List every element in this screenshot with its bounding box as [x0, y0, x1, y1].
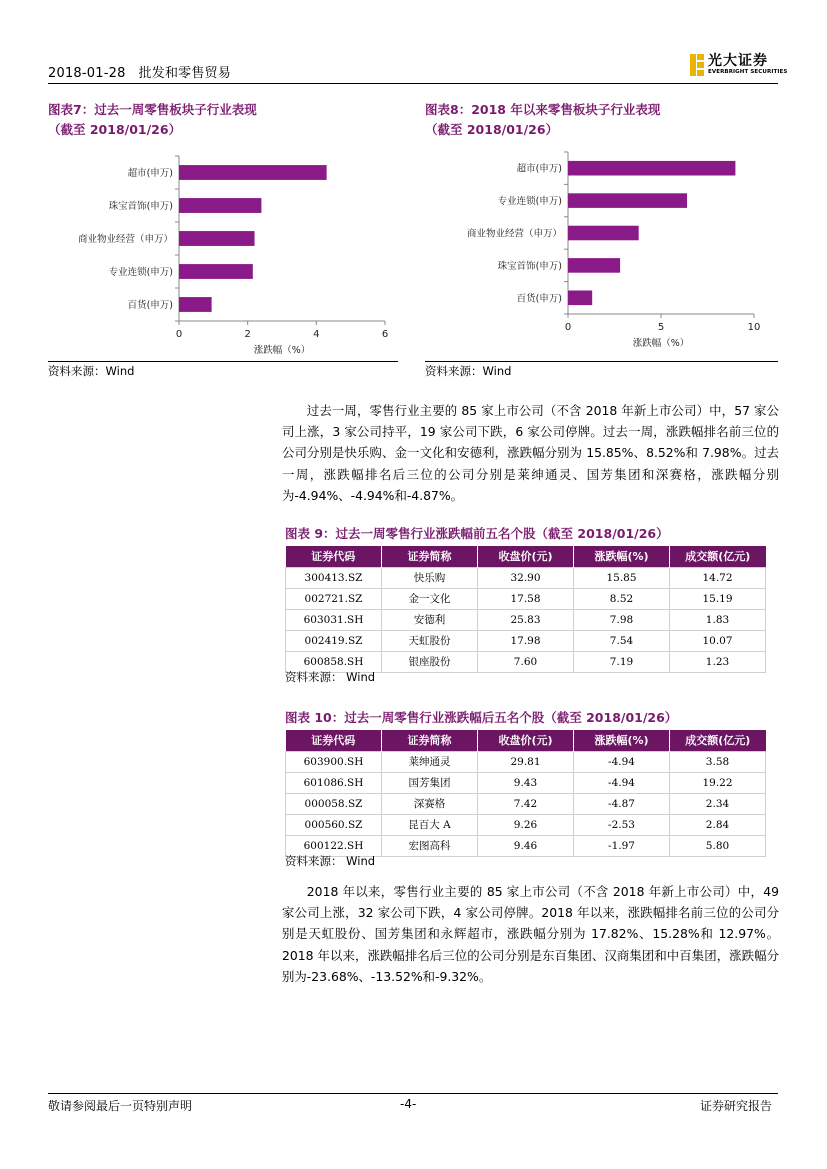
x-axis-label: 涨跌幅（%） [253, 345, 311, 356]
cell-name: 银座股份 [382, 651, 478, 672]
table-header-row [286, 730, 766, 751]
cell-change: -1.97 [574, 835, 670, 856]
table9-title: 图表 9：过去一周零售行业涨跌幅前五名个股（截至 2018/01/26） [285, 526, 669, 541]
x-tick-label: 5 [657, 322, 665, 333]
y-tick-label: 超市(申万) [516, 163, 562, 175]
cell-turnover: 2.84 [670, 814, 766, 835]
cell-change: 7.19 [574, 651, 670, 672]
paragraph-weekly-text: 过去一周，零售行业主要的 85 家上市公司（不含 2018 年新上市公司）中，57 家公司上涨，3 家公司持平，19 家公司下跌，6 家公司停牌。过去一周，涨跌幅排名前三位的公司分别是快乐购、金一文化和安德利，涨跌幅分别为 15.85%、8.52%和 7.98%。过去一周，涨跌幅排名后三位的公司分别是莱绅通灵、国芳集团和深赛格，涨跌幅分别为-4.94%、-4.94%和-4.87%。 [282, 403, 779, 503]
table9-source: 资料来源： Wind [285, 670, 376, 684]
col-header-name: 证券简称 [382, 546, 478, 567]
table-row [286, 793, 766, 814]
fig7-source: 资料来源：Wind [48, 364, 135, 378]
cell-turnover: 14.72 [670, 567, 766, 588]
table-row [286, 609, 766, 630]
table-header-row [286, 546, 766, 567]
col-header-turnover: 成交额(亿元) [670, 730, 766, 751]
col-header-code: 证券代码 [286, 546, 382, 567]
bar [179, 198, 261, 213]
x-tick-label: 6 [381, 329, 389, 340]
cell-change: -2.53 [574, 814, 670, 835]
x-tick-label: 0 [564, 322, 572, 333]
y-tick-label: 珠宝首饰(申万) [108, 201, 173, 212]
cell-turnover: 1.83 [670, 609, 766, 630]
fig8-source-rule [425, 361, 778, 362]
y-tick-label: 珠宝首饰(申万) [497, 260, 562, 272]
cell-close: 7.60 [478, 651, 574, 672]
cell-change: 8.52 [574, 588, 670, 609]
bar [179, 231, 255, 246]
cell-close: 9.43 [478, 772, 574, 793]
cell-close: 29.81 [478, 751, 574, 772]
fig7-bar-chart [48, 150, 398, 360]
cell-change: -4.87 [574, 793, 670, 814]
cell-code: 601086.SH [286, 772, 382, 793]
cell-change: -4.94 [574, 751, 670, 772]
y-tick-label: 商业物业经营（申万） [466, 228, 562, 240]
fig8-title-line2: （截至 2018/01/26） [425, 122, 559, 137]
y-tick-label: 百货(申万) [127, 300, 173, 311]
fig8-bar-chart [425, 150, 778, 360]
cell-turnover: 3.58 [670, 751, 766, 772]
header-date: 2018-01-28 [48, 66, 126, 81]
x-tick-label: 0 [175, 329, 183, 340]
table9-top5 [285, 546, 766, 673]
cell-turnover: 1.23 [670, 651, 766, 672]
cell-close: 17.58 [478, 588, 574, 609]
col-header-change: 涨跌幅(%) [574, 546, 670, 567]
col-header-close: 收盘价(元) [478, 546, 574, 567]
col-header-code: 证券代码 [286, 730, 382, 751]
col-header-close: 收盘价(元) [478, 730, 574, 751]
cell-close: 9.46 [478, 835, 574, 856]
cell-code: 600858.SH [286, 651, 382, 672]
cell-name: 国芳集团 [382, 772, 478, 793]
cell-code: 603031.SH [286, 609, 382, 630]
table10-bottom5 [285, 730, 766, 857]
table-row [286, 567, 766, 588]
cell-turnover: 2.34 [670, 793, 766, 814]
company-logo [690, 50, 788, 80]
x-tick-label: 2 [244, 329, 251, 340]
logo-subtitle: EVERBRIGHT SECURITIES [708, 69, 788, 75]
cell-code: 002419.SZ [286, 630, 382, 651]
cell-name: 金一文化 [382, 588, 478, 609]
cell-turnover: 5.80 [670, 835, 766, 856]
fig8-title-line1: 图表8：2018 年以来零售板块子行业表现 [425, 102, 661, 117]
logo-name: 光大证券 [708, 53, 768, 69]
cell-name: 昆百大 A [382, 814, 478, 835]
header-industry: 批发和零售贸易 [138, 66, 231, 81]
header-rule [48, 83, 778, 84]
cell-code: 300413.SZ [286, 567, 382, 588]
x-tick-label: 4 [313, 329, 320, 340]
table-row [286, 751, 766, 772]
bar [568, 258, 620, 273]
paragraph-weekly-summary [282, 400, 779, 506]
y-tick-label: 专业连锁(申万) [108, 267, 173, 278]
chart-svg [425, 150, 778, 360]
y-tick-label: 商业物业经营（申万） [77, 234, 173, 245]
fig7-title-line1: 图表7：过去一周零售板块子行业表现 [48, 102, 257, 117]
header-date-industry [48, 62, 231, 81]
cell-name: 莱绅通灵 [382, 751, 478, 772]
table-row [286, 630, 766, 651]
cell-close: 32.90 [478, 567, 574, 588]
y-tick-label: 百货(申万) [516, 293, 562, 305]
cell-change: -4.94 [574, 772, 670, 793]
x-tick-label: 10 [747, 322, 761, 333]
cell-code: 000058.SZ [286, 793, 382, 814]
col-header-change: 涨跌幅(%) [574, 730, 670, 751]
table10-source: 资料来源： Wind [285, 854, 376, 868]
cell-close: 7.42 [478, 793, 574, 814]
table10-title: 图表 10：过去一周零售行业涨跌幅后五名个股（截至 2018/01/26） [285, 710, 678, 725]
paragraph-ytd-summary [282, 881, 779, 987]
table-row [286, 772, 766, 793]
fig8-source: 资料来源：Wind [425, 364, 512, 378]
fig7-source-rule [48, 361, 398, 362]
cell-turnover: 10.07 [670, 630, 766, 651]
cell-close: 25.83 [478, 609, 574, 630]
fig7-title [48, 100, 257, 140]
col-header-turnover: 成交额(亿元) [670, 546, 766, 567]
y-tick-label: 专业连锁(申万) [497, 196, 562, 208]
cell-code: 600122.SH [286, 835, 382, 856]
cell-name: 安德利 [382, 609, 478, 630]
bar [568, 193, 687, 208]
bar [568, 161, 735, 176]
bar [179, 165, 327, 180]
table-row [286, 814, 766, 835]
cell-name: 快乐购 [382, 567, 478, 588]
logo-mark-icon [690, 54, 704, 76]
page-number: -4- [400, 1097, 417, 1111]
footer-report-type: 证券研究报告 [700, 1099, 773, 1113]
cell-turnover: 15.19 [670, 588, 766, 609]
table-row [286, 588, 766, 609]
cell-change: 15.85 [574, 567, 670, 588]
col-header-name: 证券简称 [382, 730, 478, 751]
y-tick-label: 超市(申万) [127, 168, 173, 179]
fig7-title-line2: （截至 2018/01/26） [48, 122, 182, 137]
fig8-title [425, 100, 660, 140]
bar [179, 264, 253, 279]
cell-close: 17.98 [478, 630, 574, 651]
x-axis-label: 涨跌幅（%） [632, 338, 690, 349]
footer-rule [48, 1093, 778, 1094]
cell-name: 天虹股份 [382, 630, 478, 651]
cell-name: 宏图高科 [382, 835, 478, 856]
cell-close: 9.26 [478, 814, 574, 835]
cell-name: 深赛格 [382, 793, 478, 814]
bar [568, 291, 592, 306]
cell-code: 002721.SZ [286, 588, 382, 609]
cell-turnover: 19.22 [670, 772, 766, 793]
cell-code: 603900.SH [286, 751, 382, 772]
cell-change: 7.98 [574, 609, 670, 630]
paragraph-ytd-text: 2018 年以来，零售行业主要的 85 家上市公司（不含 2018 年新上市公司）中，49 家公司上涨，32 家公司下跌，4 家公司停牌。2018 年以来，涨跌幅排名前三位的公司分别是天虹股份、国芳集团和永辉超市，涨跌幅分别为 17.82%、15.28%和 12.97%。2018 年以来，涨跌幅排名后三位的公司分别是东百集团、汉商集团和中百集团，涨跌幅分别为-23.68%、-13.52%和-9.32%。 [282, 884, 779, 984]
bar [179, 297, 212, 312]
footer-disclaimer: 敬请参阅最后一页特别声明 [48, 1099, 193, 1113]
bar [568, 226, 639, 241]
cell-code: 000560.SZ [286, 814, 382, 835]
cell-change: 7.54 [574, 630, 670, 651]
chart-svg [48, 150, 398, 360]
